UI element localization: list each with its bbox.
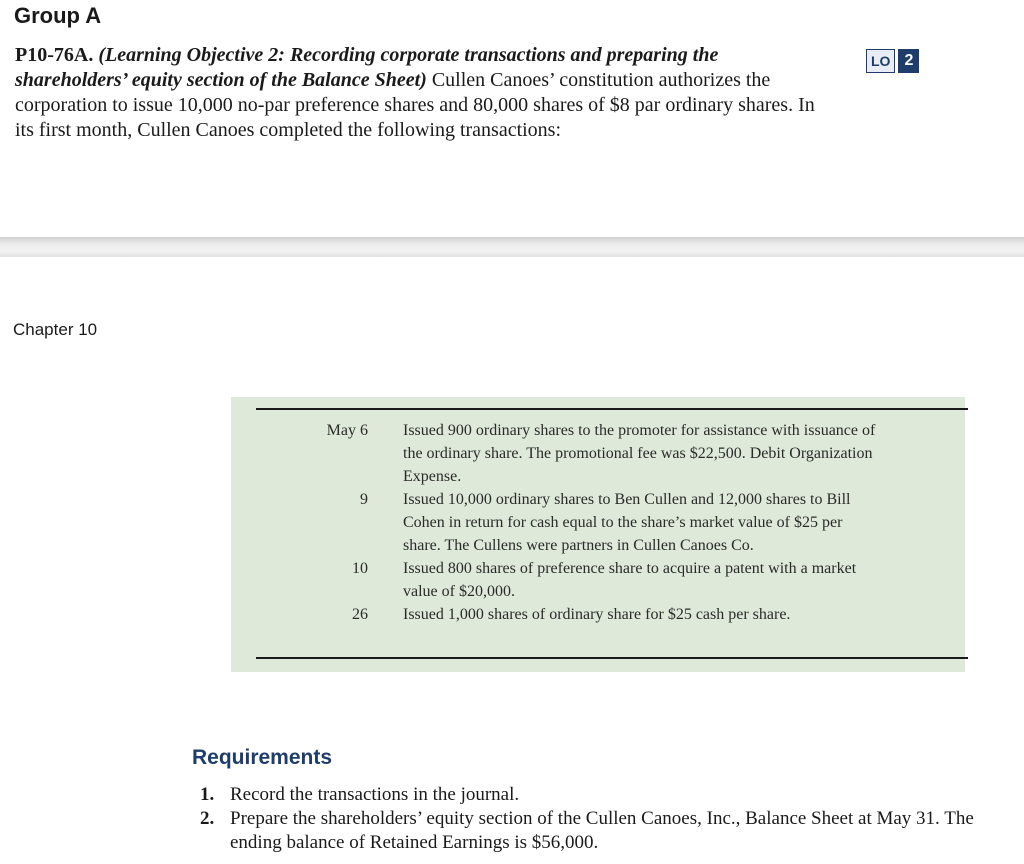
problem-body: Cullen Canoes’ constitution authorizes the corporation to issue 10,000 no-par preference shares and 80,000 shares of $8 par ordinary shares. In its first month, Cullen Canoes completed the following transactions: (15, 69, 815, 141)
transaction-description: Issued 800 shares of preference share to acquire a patent with a market value of $20,000. (403, 560, 857, 600)
transaction-date: 26 (352, 606, 368, 623)
list-item (200, 783, 1010, 807)
requirement-number: 1. (200, 784, 215, 805)
transaction-date: 9 (360, 491, 368, 508)
requirement-text: Prepare the shareholders’ equity section of the Cullen Canoes, Inc., Balance Sheet at May 31. The ending balance of Retained Earnings is $56,000. (230, 808, 974, 853)
transaction-date: May 6 (326, 422, 368, 439)
transaction-description: Issued 900 ordinary shares to the promoter for assistance with issuance of the ordinary share. The promotional fee was $22,500. Debit Organization Expense. (403, 422, 876, 485)
lo-label: LO (866, 49, 895, 73)
transaction-description: Issued 10,000 ordinary shares to Ben Cullen and 12,000 shares to Bill Cohen in return for cash equal to the share’s market value of $25 per share. The Cullens were partners in Cullen Canoes Co. (403, 491, 851, 554)
page-separator (0, 237, 1024, 257)
problem-statement (15, 43, 835, 143)
transaction-description: Issued 1,000 shares of ordinary share for $25 cash per share. (403, 606, 791, 623)
transaction-date: 10 (352, 560, 368, 577)
chapter-label: Chapter 10 (13, 320, 98, 339)
table-row (256, 603, 968, 626)
requirements-title: Requirements (192, 746, 333, 769)
problem-title: (Learning Objective 2: Recording corporate transactions and preparing the shareholders’ equity section of the Balance Sheet) (15, 44, 719, 91)
table-row (256, 419, 968, 488)
requirement-number: 2. (200, 808, 215, 829)
learning-objective-badge (866, 49, 919, 73)
list-item (200, 807, 1010, 855)
table-row (256, 557, 968, 603)
transactions-box (231, 397, 965, 672)
group-title: Group A (14, 3, 102, 28)
table-top-rule (256, 408, 968, 410)
table-row (256, 488, 968, 557)
requirements-list (200, 783, 1010, 855)
transactions-table (256, 419, 968, 626)
table-bottom-rule (256, 657, 968, 659)
requirement-text: Record the transactions in the journal. (230, 784, 520, 805)
lo-number: 2 (898, 49, 919, 73)
problem-id: P10-76A. (15, 44, 94, 66)
